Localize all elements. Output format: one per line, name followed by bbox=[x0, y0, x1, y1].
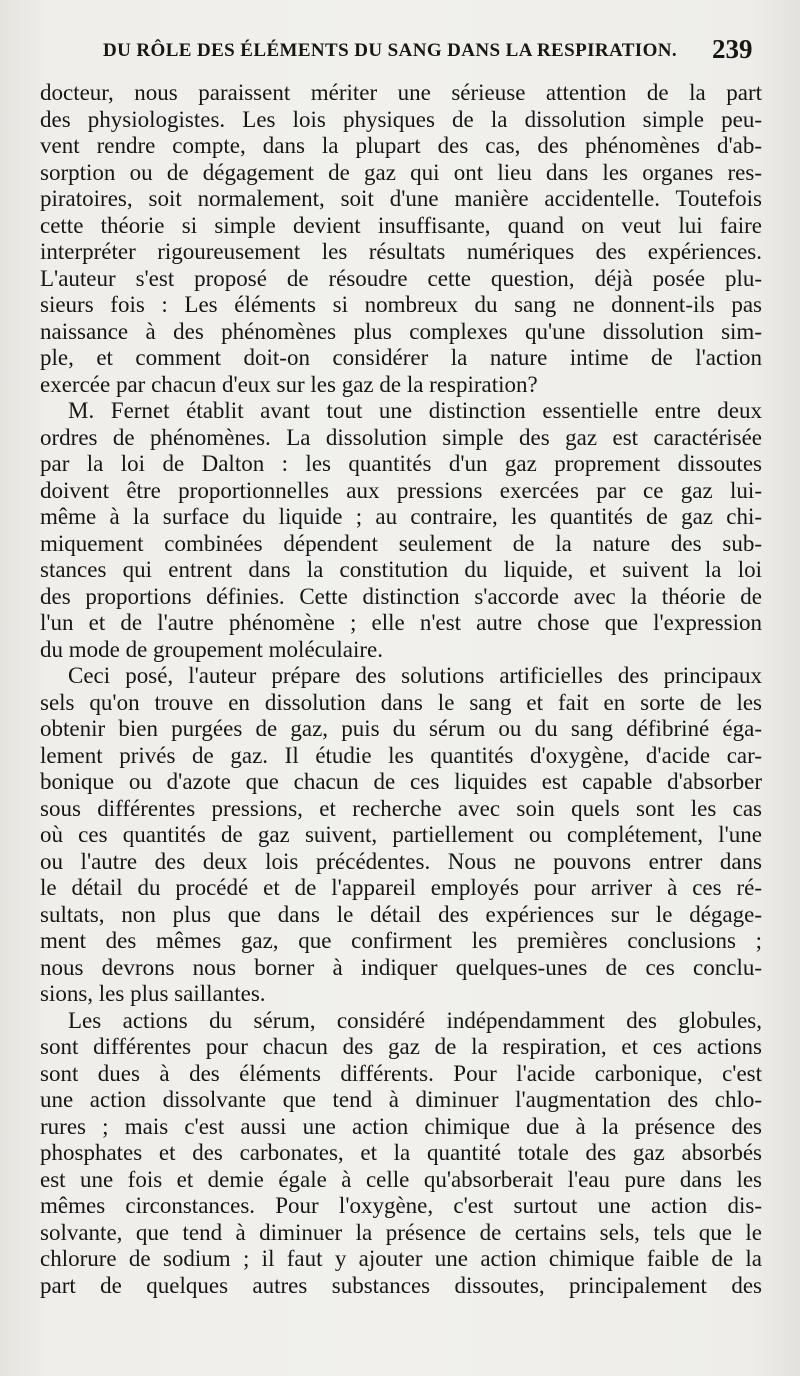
text-line: ment des mêmes gaz, que confirment les premières conclusions ; bbox=[40, 928, 762, 953]
text-line: docteur, nous paraissent mériter une sérieuse attention de la part bbox=[40, 80, 762, 105]
text-line: obtenir bien purgées de gaz, puis du sérum ou du sang défibriné éga- bbox=[40, 716, 762, 741]
text-line: interpréter rigoureusement les résultats numériques des expériences. bbox=[40, 239, 762, 264]
text-line: l'un et de l'autre phénomène ; elle n'est autre chose que l'expression bbox=[40, 610, 762, 635]
text-line: piratoires, soit normalement, soit d'une manière accidentelle. Toutefois bbox=[40, 186, 762, 211]
text-line: naissance à des phénomènes plus complexes qu'une dissolution sim- bbox=[40, 318, 762, 344]
text-line: Les actions du sérum, considéré indépendamment des globules, bbox=[68, 1007, 762, 1033]
text-line: rures ; mais c'est aussi une action chimique due à la présence des bbox=[40, 1113, 762, 1139]
text-line: où ces quantités de gaz suivent, partiellement ou complétement, l'une bbox=[40, 822, 762, 847]
text-line: des proportions définies. Cette distinction s'accorde avec la théorie de bbox=[40, 583, 762, 609]
text-line: solvante, que tend à diminuer la présence de certains sels, tels que le bbox=[40, 1219, 762, 1245]
text-line: sont différentes pour chacun des gaz de la respiration, et ces actions bbox=[40, 1034, 762, 1059]
text-line: vent rendre compte, dans la plupart des cas, des phénomènes d'ab- bbox=[40, 133, 762, 158]
text-line: sultats, non plus que dans le détail des expériences sur le dégage- bbox=[40, 901, 762, 927]
text-line: sions, les plus saillantes. bbox=[40, 981, 266, 1006]
text-line: sels qu'on trouve en dissolution dans le sang et fait en sorte de les bbox=[40, 689, 762, 715]
text-line: cette théorie si simple devient insuffisante, quand on veut lui faire bbox=[40, 212, 762, 238]
text-line: même à la surface du liquide ; au contraire, les quantités de gaz chi- bbox=[40, 504, 762, 529]
text-line: sont dues à des éléments différents. Pour l'acide carbonique, c'est bbox=[40, 1060, 762, 1086]
text-line: miquement combinées dépendent seulement de la nature des sub- bbox=[40, 530, 762, 556]
page-number: 239 bbox=[712, 34, 753, 64]
text-line: sous différentes pressions, et recherche avec soin quels sont les cas bbox=[40, 795, 762, 821]
text-line: exercée par chacun d'eux sur les gaz de la respiration? bbox=[40, 371, 538, 397]
text-line: lement privés de gaz. Il étudie les quantités d'oxygène, d'acide car- bbox=[40, 742, 762, 768]
text-line: bonique ou d'azote que chacun de ces liquides est capable d'absorber bbox=[40, 769, 762, 794]
text-line: sieurs fois : Les éléments si nombreux du sang ne donnent-ils pas bbox=[40, 292, 762, 317]
text-line: Ceci posé, l'auteur prépare des solutions artificielles des principaux bbox=[68, 663, 762, 688]
text-line: ordres de phénomènes. La dissolution simple des gaz est caractérisée bbox=[40, 424, 762, 450]
text-line: L'auteur s'est proposé de résoudre cette question, déjà posée plu- bbox=[40, 265, 762, 291]
text-line: une action dissolvante que tend à diminuer l'augmentation des chlo- bbox=[40, 1087, 762, 1112]
running-title: DU RÔLE DES ÉLÉMENTS DU SANG DANS LA RESPIRATION. bbox=[103, 40, 678, 61]
text-line: le détail du procédé et de l'appareil employés pour arriver à ces ré- bbox=[40, 875, 762, 900]
text-line: part de quelques autres substances dissoutes, principalement des bbox=[40, 1272, 762, 1298]
running-header bbox=[0, 36, 800, 68]
text-line: des physiologistes. Les lois physiques de la dissolution simple peu- bbox=[40, 106, 762, 132]
text-line: phosphates et des carbonates, et la quantité totale des gaz absorbés bbox=[40, 1140, 762, 1165]
text-line: chlorure de sodium ; il faut y ajouter une action chimique faible de la bbox=[40, 1246, 762, 1271]
text-line: est une fois et demie égale à celle qu'absorberait l'eau pure dans les bbox=[40, 1166, 762, 1192]
text-line: M. Fernet établit avant tout une distinction essentielle entre deux bbox=[68, 398, 762, 423]
text-line: doivent être proportionnelles aux pressions exercées par ce gaz lui- bbox=[40, 477, 762, 503]
text-line: stances qui entrent dans la constitution du liquide, et suivent la loi bbox=[40, 557, 762, 582]
text-line: ple, et comment doit-on considérer la nature intime de l'action bbox=[40, 345, 762, 370]
body-text bbox=[40, 80, 762, 1299]
text-line: par la loi de Dalton : les quantités d'un gaz proprement dissoutes bbox=[40, 451, 762, 476]
text-line: du mode de groupement moléculaire. bbox=[40, 636, 383, 662]
text-line: mêmes circonstances. Pour l'oxygène, c'est surtout une action dis- bbox=[40, 1193, 762, 1218]
text-line: ou l'autre des deux lois précédentes. Nous ne pouvons entrer dans bbox=[40, 848, 762, 874]
text-line: nous devrons nous borner à indiquer quelques-unes de ces conclu- bbox=[40, 954, 762, 980]
text-line: sorption ou de dégagement de gaz qui ont lieu dans les organes res- bbox=[40, 159, 762, 185]
